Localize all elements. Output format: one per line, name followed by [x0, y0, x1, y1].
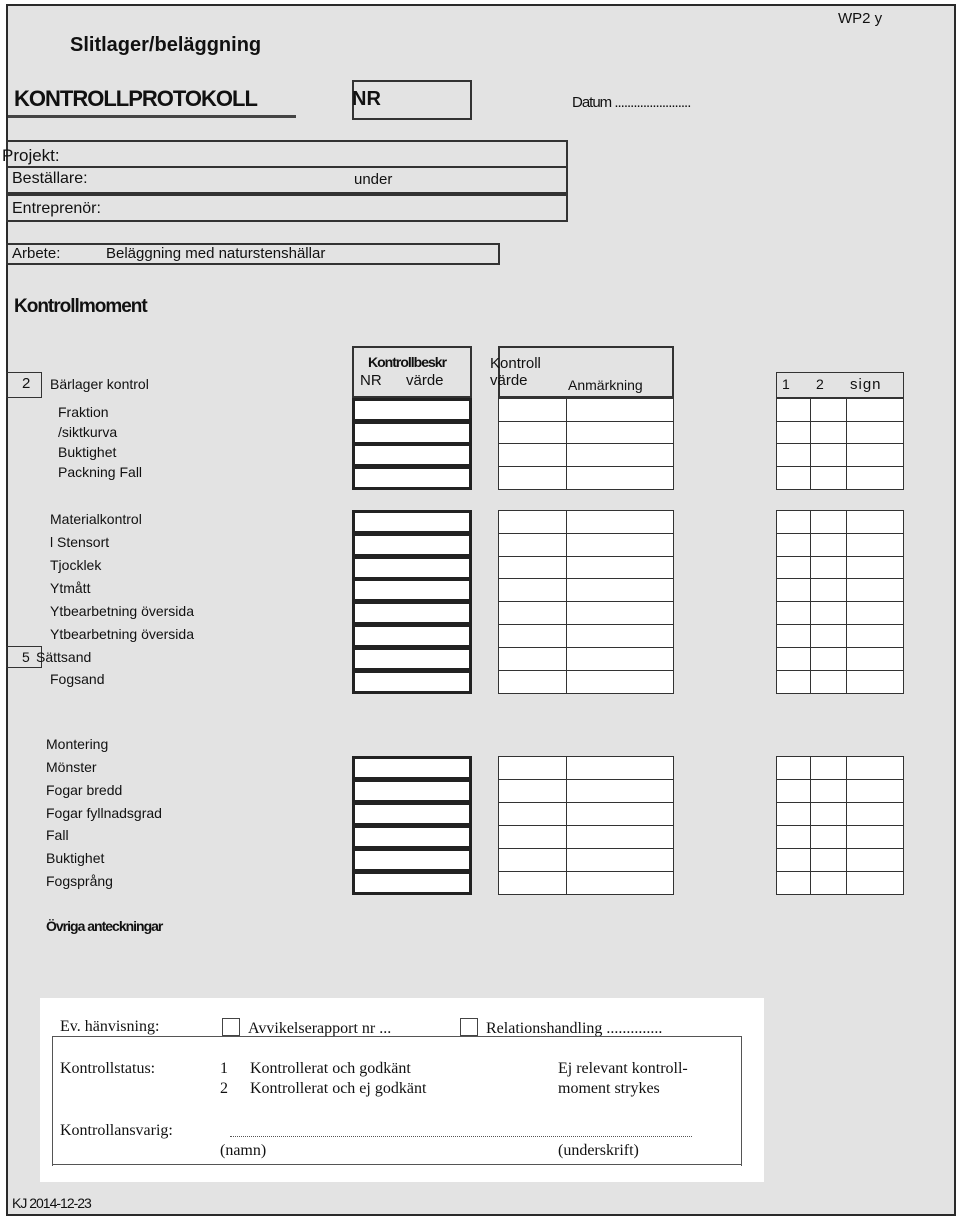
kontroll-varde-cell[interactable] — [498, 624, 568, 648]
kontroll-varde-cell[interactable] — [498, 825, 568, 849]
kontrollbeskr-cell[interactable] — [352, 825, 472, 849]
anmarkning-cell[interactable] — [566, 601, 674, 625]
bestallare-label: Beställare: — [12, 170, 88, 187]
entreprenor-label: Entreprenör: — [12, 200, 101, 217]
status-label: Kontrollstatus: — [60, 1060, 156, 1077]
status-2-cell[interactable] — [810, 756, 848, 780]
status-2-cell[interactable] — [810, 398, 848, 422]
kontrollbeskr-cell[interactable] — [352, 466, 472, 490]
anmarkning-cell[interactable] — [566, 578, 674, 602]
kontrollbeskr-cell[interactable] — [352, 802, 472, 826]
reference-label: Ev. hänvisning: — [60, 1018, 160, 1035]
legend-bottom-border — [52, 1164, 742, 1165]
varde-column-label: värde — [406, 372, 444, 389]
kontrollbeskr-cell[interactable] — [352, 647, 472, 671]
sign-cell[interactable] — [846, 647, 904, 671]
sign-cell[interactable] — [846, 466, 904, 490]
group2-title: Materialkontrol — [50, 511, 142, 527]
anmarkning-cell[interactable] — [566, 848, 674, 872]
anmarkning-cell[interactable] — [566, 871, 674, 895]
status-1-cell[interactable] — [776, 533, 812, 557]
group1-item: Fraktion — [58, 404, 109, 420]
kontrollbeskr-cell[interactable] — [352, 779, 472, 803]
sign-cell[interactable] — [846, 443, 904, 467]
kontroll-varde-cell[interactable] — [498, 578, 568, 602]
status-1-cell[interactable] — [776, 624, 812, 648]
status-1-cell[interactable] — [776, 578, 812, 602]
status-1-cell[interactable] — [776, 779, 812, 803]
kontroll-varde-cell[interactable] — [498, 466, 568, 490]
notes-title: Övriga anteckningar — [46, 918, 163, 934]
kontroll-varde-cell[interactable] — [498, 421, 568, 445]
group2-marker: 5 — [22, 649, 30, 665]
kontrollbeskr-cell[interactable] — [352, 443, 472, 467]
kontrollbeskr-cell[interactable] — [352, 670, 472, 694]
status-1-cell[interactable] — [776, 825, 812, 849]
kontroll-varde-cell[interactable] — [498, 670, 568, 694]
status-1-cell[interactable] — [776, 421, 812, 445]
kontrollbeskr-cell[interactable] — [352, 624, 472, 648]
group3-item: Fogsprång — [46, 873, 113, 889]
projekt-label: Projekt: — [2, 146, 60, 165]
status-1-cell[interactable] — [776, 756, 812, 780]
anmarkning-cell[interactable] — [566, 398, 674, 422]
group1-number: 2 — [22, 375, 31, 392]
kontrollbeskr-cell[interactable] — [352, 398, 472, 422]
status-header — [776, 372, 904, 398]
anmarkning-cell[interactable] — [566, 556, 674, 580]
sign-cell[interactable] — [846, 756, 904, 780]
anmarkning-cell[interactable] — [566, 802, 674, 826]
section-title: Kontrollmoment — [14, 296, 147, 317]
kontroll-varde-cell[interactable] — [498, 871, 568, 895]
bestallare-field[interactable] — [6, 166, 568, 194]
status-1-cell[interactable] — [776, 848, 812, 872]
sign-cell[interactable] — [846, 556, 904, 580]
status-1-cell[interactable] — [776, 510, 812, 534]
anmarkning-cell[interactable] — [566, 825, 674, 849]
not-relevant-line2: moment strykes — [558, 1080, 660, 1097]
kontroll-varde-cell[interactable] — [498, 510, 568, 534]
kontrollbeskr-cell[interactable] — [352, 756, 472, 780]
group2-item: Sättsand — [36, 649, 92, 665]
status-1-text: Kontrollerat och godkänt — [250, 1060, 411, 1077]
legend-box — [40, 998, 764, 1182]
status-2-cell[interactable] — [810, 601, 848, 625]
namn-label: (namn) — [220, 1142, 267, 1159]
sign-cell[interactable] — [846, 624, 904, 648]
kontrollbeskr-cell[interactable] — [352, 533, 472, 557]
group2-item: Tjocklek — [50, 557, 102, 573]
status-1-cell[interactable] — [776, 443, 812, 467]
arbete-value: Beläggning med naturstenshällar — [106, 245, 326, 262]
group2-item: Fogsand — [50, 671, 105, 687]
status-2-cell[interactable] — [810, 647, 848, 671]
sign-cell[interactable] — [846, 578, 904, 602]
sign-cell[interactable] — [846, 421, 904, 445]
kontrollbeskr-cell[interactable] — [352, 578, 472, 602]
status-2-cell[interactable] — [810, 466, 848, 490]
kontroll-varde-cell[interactable] — [498, 533, 568, 557]
status-2-cell[interactable] — [810, 510, 848, 534]
kontrollbeskr-cell[interactable] — [352, 871, 472, 895]
status-1-cell[interactable] — [776, 670, 812, 694]
under-label: under — [354, 171, 393, 188]
group2-item: Ytmått — [50, 580, 91, 596]
status-2-label: 2 — [816, 376, 824, 392]
kontroll-label: Kontroll — [490, 355, 541, 372]
status-2-cell[interactable] — [810, 848, 848, 872]
relation-label: Relationshandling .............. — [486, 1020, 663, 1037]
status-2-cell[interactable] — [810, 802, 848, 826]
kontroll-varde-label: värde — [490, 372, 528, 389]
kontroll-varde-cell[interactable] — [498, 398, 568, 422]
group1-title: Bärlager kontrol — [50, 376, 149, 392]
status-1-cell[interactable] — [776, 466, 812, 490]
status-1-cell[interactable] — [776, 871, 812, 895]
anmarkning-cell[interactable] — [566, 533, 674, 557]
status-2-cell[interactable] — [810, 443, 848, 467]
group3-item: Buktighet — [46, 850, 105, 866]
group1-item: Buktighet — [58, 444, 117, 460]
status-1-number: 1 — [220, 1060, 228, 1077]
status-1-cell[interactable] — [776, 398, 812, 422]
sign-cell[interactable] — [846, 779, 904, 803]
sign-cell[interactable] — [846, 533, 904, 557]
kontroll-varde-cell[interactable] — [498, 848, 568, 872]
group2-item: Ytbearbetning översida — [50, 626, 194, 642]
kontrollbeskr-cell[interactable] — [352, 601, 472, 625]
kontroll-varde-cell[interactable] — [498, 601, 568, 625]
status-2-number: 2 — [220, 1080, 228, 1097]
group1-item: Packning Fall — [58, 464, 143, 480]
avvikelse-checkbox[interactable] — [222, 1018, 240, 1036]
group3-item: Fogar fyllnadsgrad — [46, 805, 162, 821]
status-2-text: Kontrollerat och ej godkänt — [250, 1080, 427, 1097]
responsible-label: Kontrollansvarig: — [60, 1122, 173, 1139]
kontroll-varde-cell[interactable] — [498, 556, 568, 580]
status-1-cell[interactable] — [776, 647, 812, 671]
status-2-cell[interactable] — [810, 556, 848, 580]
kontroll-varde-cell[interactable] — [498, 647, 568, 671]
kontrollbeskr-cell[interactable] — [352, 848, 472, 872]
sign-cell[interactable] — [846, 802, 904, 826]
underskrift-label: (underskrift) — [558, 1142, 639, 1159]
kontroll-varde-cell[interactable] — [498, 756, 568, 780]
sign-cell[interactable] — [846, 871, 904, 895]
status-1-cell[interactable] — [776, 601, 812, 625]
anmarkning-cell[interactable] — [566, 670, 674, 694]
signature-line[interactable] — [230, 1136, 692, 1137]
relation-option[interactable] — [460, 1018, 662, 1038]
group3-title: Montering — [46, 736, 109, 752]
anmarkning-cell[interactable] — [566, 624, 674, 648]
anmarkning-cell[interactable] — [566, 443, 674, 467]
kontrollbeskr-cell[interactable] — [352, 556, 472, 580]
status-2-cell[interactable] — [810, 670, 848, 694]
form-subtitle: Slitlager/beläggning — [70, 34, 262, 56]
status-2-cell[interactable] — [810, 421, 848, 445]
datum-field[interactable]: Datum ........................ — [572, 94, 691, 111]
not-relevant-line1: Ej relevant kontroll- — [558, 1060, 688, 1077]
group3-item: Mönster — [46, 759, 97, 775]
kontrollbeskr-cell[interactable] — [352, 421, 472, 445]
sign-cell[interactable] — [846, 670, 904, 694]
sign-cell[interactable] — [846, 510, 904, 534]
footer-date: KJ 2014-12-23 — [12, 1195, 91, 1211]
anmarkning-cell[interactable] — [566, 779, 674, 803]
sign-label: sign — [850, 376, 882, 393]
status-2-cell[interactable] — [810, 779, 848, 803]
group3-item: Fogar bredd — [46, 782, 123, 798]
avvikelse-label: Avvikelserapport nr ... — [248, 1020, 392, 1037]
anmarkning-cell[interactable] — [566, 510, 674, 534]
group2-item: Ytbearbetning översida — [50, 603, 194, 619]
arbete-label: Arbete: — [12, 245, 61, 262]
kontrollbeskr-cell[interactable] — [352, 510, 472, 534]
avvikelse-option[interactable] — [222, 1018, 391, 1038]
status-1-cell[interactable] — [776, 556, 812, 580]
title-underline — [8, 115, 296, 118]
group1-item: /siktkurva — [58, 424, 118, 440]
status-1-cell[interactable] — [776, 802, 812, 826]
group2-item: l Stensort — [50, 534, 110, 550]
status-2-cell[interactable] — [810, 533, 848, 557]
group3-item: Fall — [46, 827, 69, 843]
anmarkning-cell[interactable] — [566, 756, 674, 780]
status-2-cell[interactable] — [810, 578, 848, 602]
anmarkning-label: Anmärkning — [568, 377, 643, 393]
sign-cell[interactable] — [846, 601, 904, 625]
anmarkning-cell[interactable] — [566, 421, 674, 445]
form-code: WP2 y — [838, 10, 883, 27]
kontrollbeskr-label: Kontrollbeskr — [368, 354, 447, 370]
projekt-field[interactable] — [6, 140, 568, 168]
kontroll-varde-cell[interactable] — [498, 802, 568, 826]
sign-cell[interactable] — [846, 825, 904, 849]
status-1-label: 1 — [782, 376, 790, 392]
status-2-cell[interactable] — [810, 624, 848, 648]
anmarkning-cell[interactable] — [566, 647, 674, 671]
nr-column-label: NR — [360, 372, 382, 389]
status-2-cell[interactable] — [810, 871, 848, 895]
relation-checkbox[interactable] — [460, 1018, 478, 1036]
sign-cell[interactable] — [846, 848, 904, 872]
nr-label: NR — [352, 88, 381, 110]
sign-cell[interactable] — [846, 398, 904, 422]
anmarkning-cell[interactable] — [566, 466, 674, 490]
kontroll-varde-cell[interactable] — [498, 443, 568, 467]
form-title: KONTROLLPROTOKOLL — [14, 86, 257, 111]
status-2-cell[interactable] — [810, 825, 848, 849]
kontroll-varde-cell[interactable] — [498, 779, 568, 803]
